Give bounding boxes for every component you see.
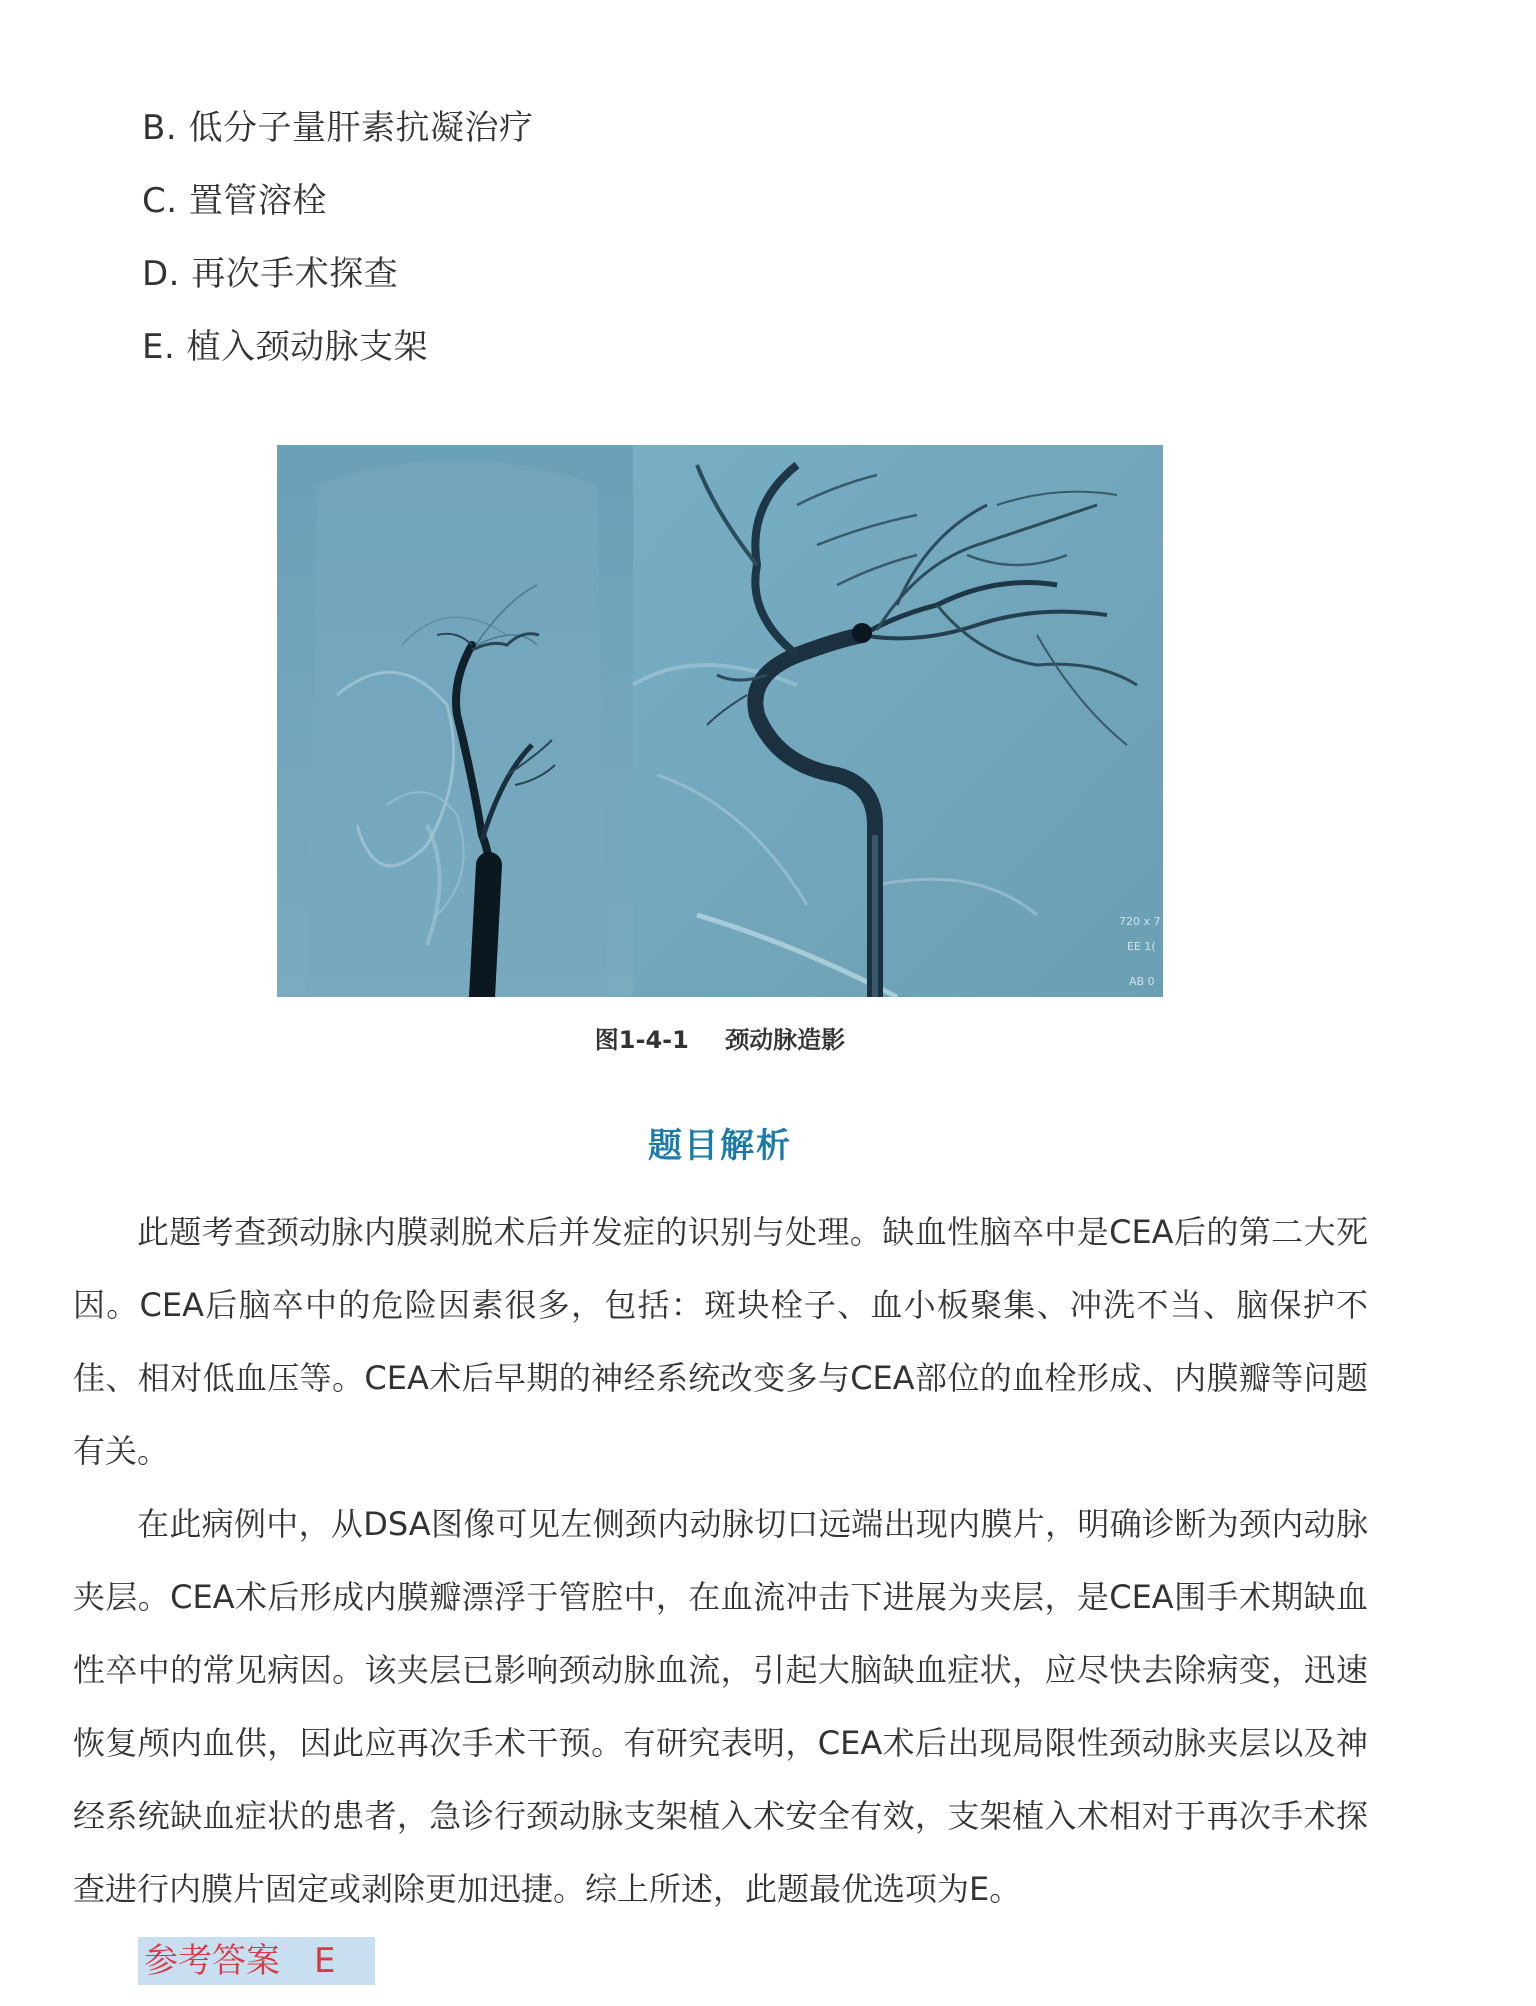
option-b bbox=[142, 108, 533, 181]
answer-value: E bbox=[314, 1941, 336, 1981]
lateral-view-panel bbox=[633, 445, 1163, 997]
figure-title: 颈动脉造影 bbox=[725, 1026, 846, 1054]
figure-caption bbox=[0, 1020, 1440, 1055]
answer-options bbox=[142, 108, 533, 400]
option-text: 低分子量肝素抗凝治疗 bbox=[188, 108, 534, 148]
option-text: 植入颈动脉支架 bbox=[186, 327, 429, 367]
option-label: B. bbox=[142, 108, 178, 148]
analysis-text bbox=[73, 1196, 1368, 1926]
option-e bbox=[142, 327, 533, 400]
ap-view-panel bbox=[277, 445, 633, 997]
section-title: 题目解析 bbox=[648, 1126, 792, 1166]
option-text: 置管溶栓 bbox=[188, 181, 327, 221]
paragraph: 此题考查颈动脉内膜剥脱术后并发症的识别与处理。缺血性脑卒中是CEA后的第二大死因。CEA后脑卒中的危险因素很多，包括：斑块栓子、血小板聚集、冲洗不当、脑保护不佳、相对低血压等。CEA术后早期的神经系统改变多与CEA部位的血栓形成、内膜瓣等问题有关。 bbox=[73, 1213, 1368, 1470]
angiography-image bbox=[277, 445, 1163, 997]
option-d bbox=[142, 254, 533, 327]
figure-number: 图1-4-1 bbox=[594, 1026, 689, 1054]
paragraph: 在此病例中，从DSA图像可见左侧颈内动脉切口远端出现内膜片，明确诊断为颈内动脉夹层。CEA术后形成内膜瓣漂浮于管腔中，在血流冲击下进展为夹层，是CEA围手术期缺血性卒中的常见病因。该夹层已影响颈动脉血流，引起大脑缺血症状，应尽快去除病变，迅速恢复颅内血供，因此应再次手术干预。有研究表明，CEA术后出现局限性颈动脉夹层以及神经系统缺血症状的患者，急诊行颈动脉支架植入术安全有效，支架植入术相对于再次手术探查进行内膜片固定或剥除更加迅捷。综上所述，此题最优选项为E。 bbox=[73, 1505, 1368, 1908]
image-overlay-text: EE 1( bbox=[1127, 940, 1156, 953]
angiography-figure bbox=[277, 445, 1163, 997]
image-overlay-text: 720 x 7 bbox=[1119, 915, 1161, 928]
option-label: E. bbox=[142, 327, 176, 367]
answer-label: 参考答案 bbox=[144, 1941, 280, 1981]
option-text: 再次手术探查 bbox=[191, 254, 399, 294]
reference-answer bbox=[138, 1937, 375, 1985]
option-c bbox=[142, 181, 533, 254]
image-overlay-text: AB 0 bbox=[1129, 975, 1155, 988]
option-label: D. bbox=[142, 254, 180, 294]
option-label: C. bbox=[142, 181, 178, 221]
